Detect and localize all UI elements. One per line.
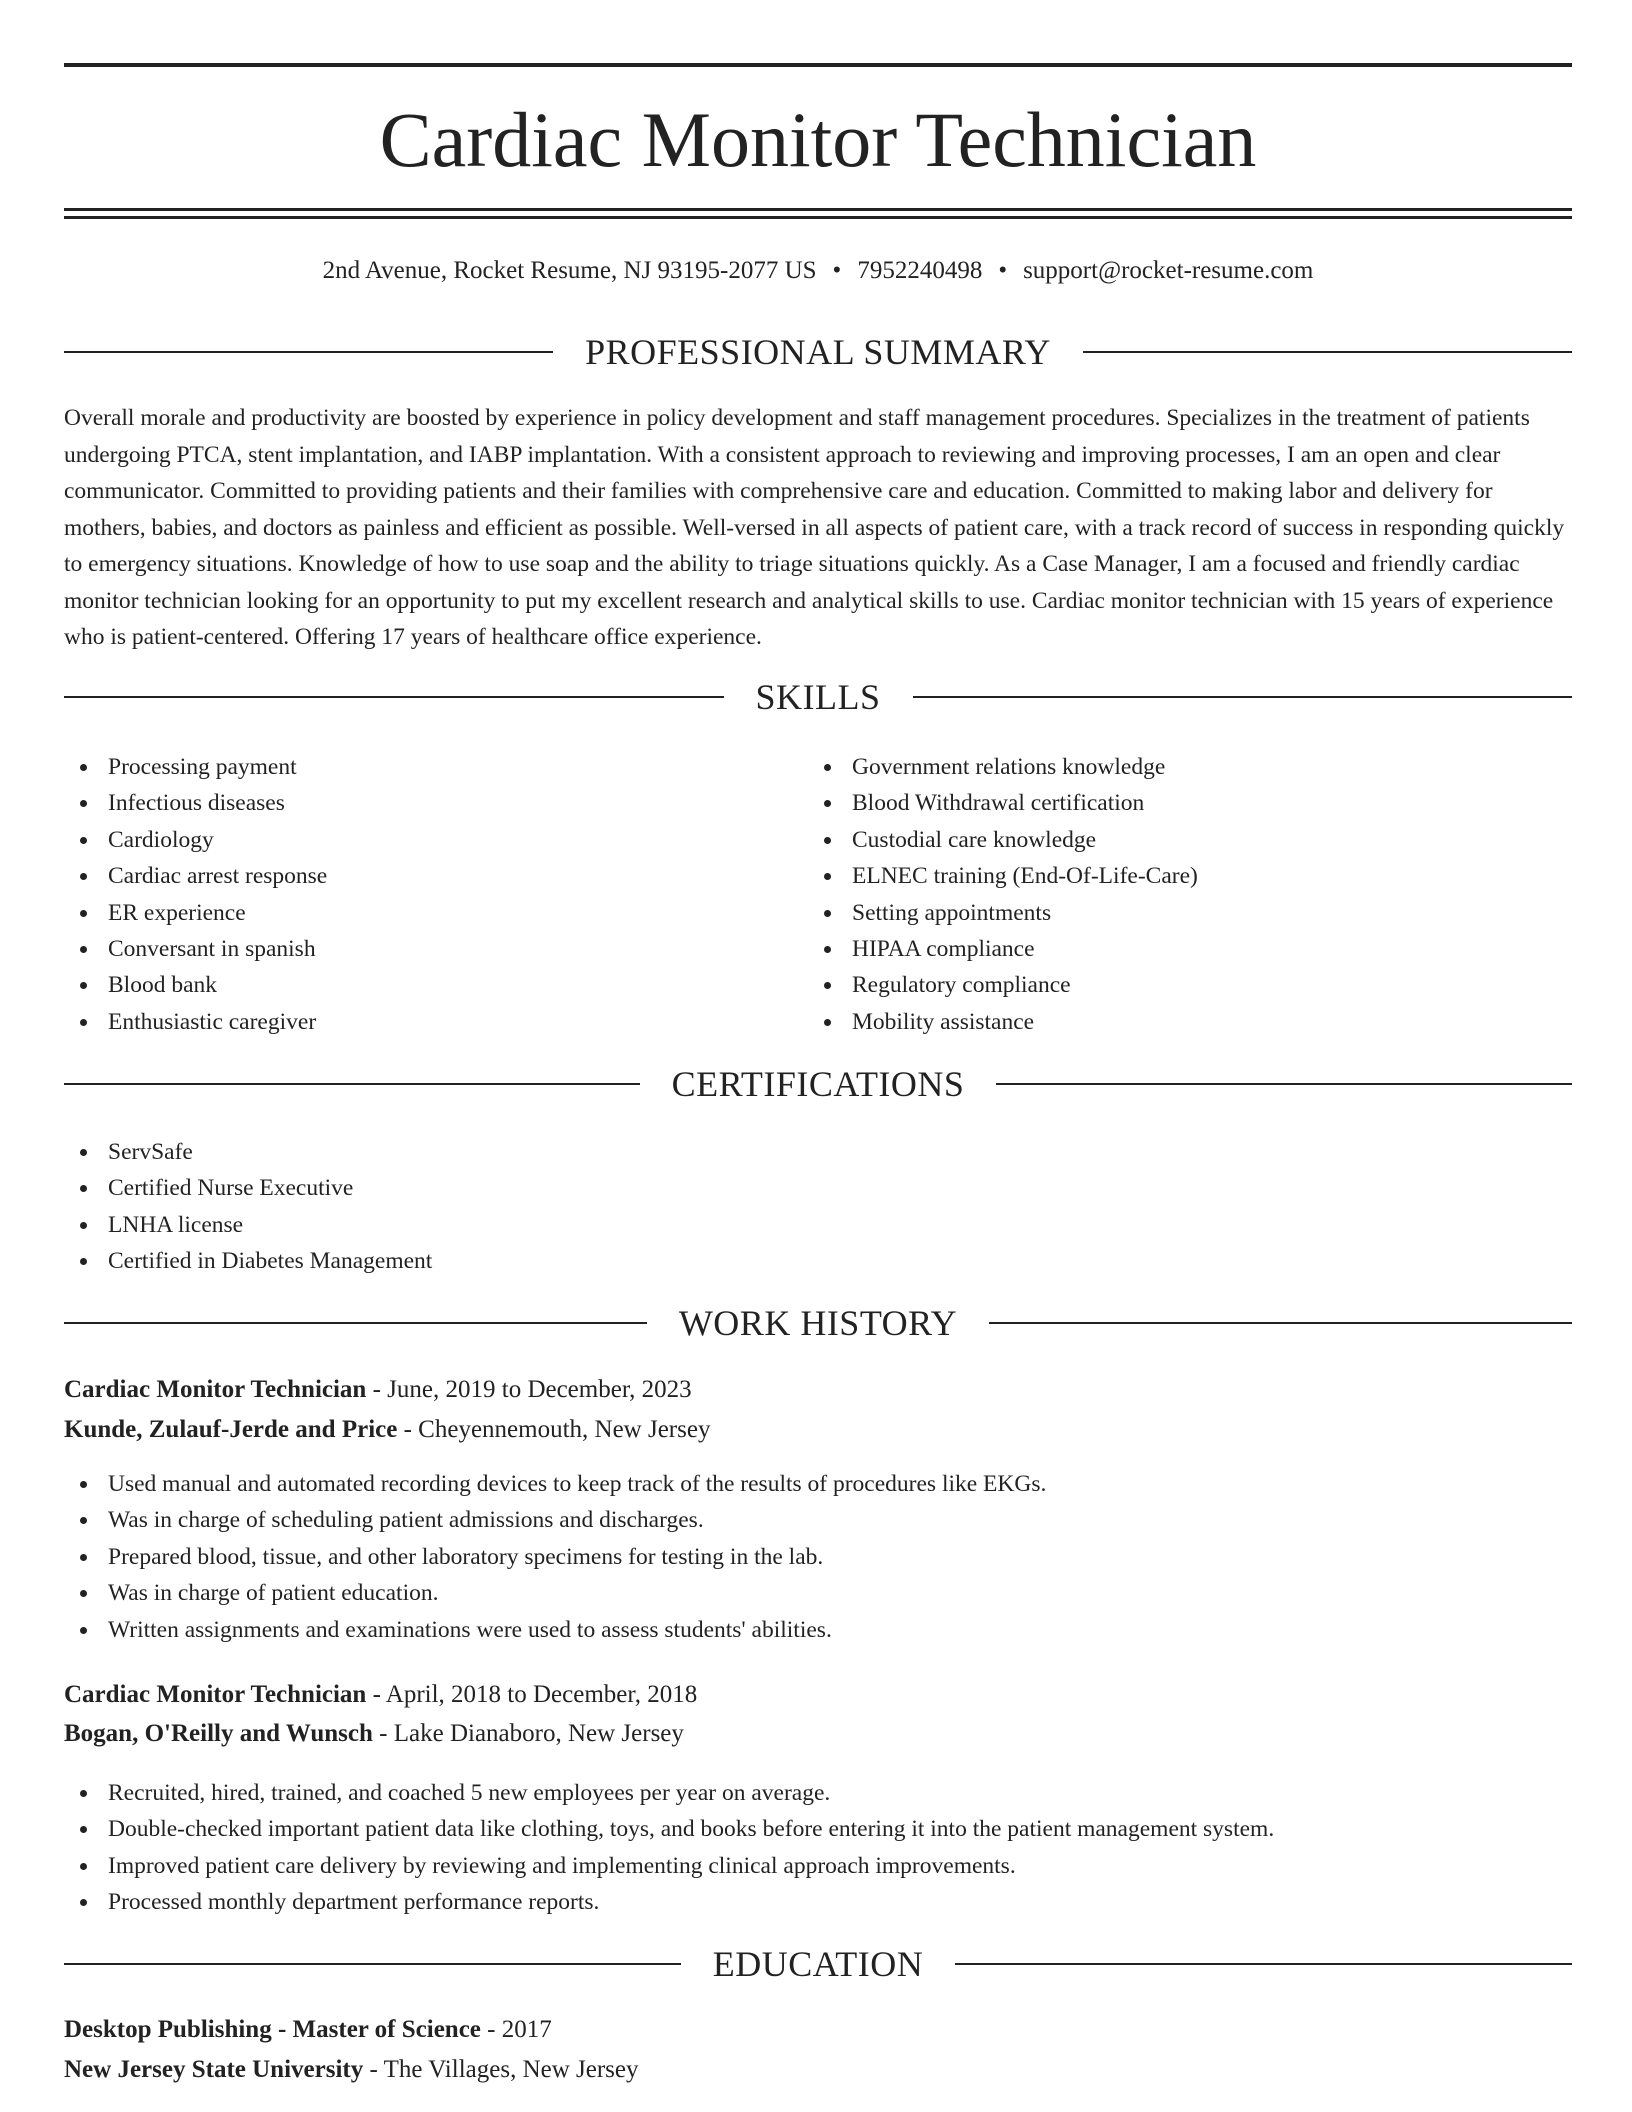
skill-item: Conversant in spanish xyxy=(64,931,804,967)
contact-line xyxy=(64,254,1572,288)
education-school: New Jersey State University xyxy=(64,2056,364,2083)
education-degree-line xyxy=(64,2012,1572,2048)
skills-list-left xyxy=(64,749,804,1040)
job-title: Cardiac Monitor Technician xyxy=(64,1376,367,1403)
summary-paragraph: Overall morale and productivity are boosted by experience in policy development and staff management procedures. Specializes in the treatment of patients undergoing PTCA, stent implantation, and IABP implantation. With a consistent approach to reviewing and improving processes, I am an open and clear communicator. Committed to providing patients and their families with comprehensive care and education. Committed to making labor and delivery for mothers, babies, and doctors as painless and efficient as possible. Well-versed in all aspects of patient care, with a track record of success in responding quickly to emergency situations. Knowledge of how to use soap and the ability to triage situations quickly. As a Case Manager, I am a focused and friendly cardiac monitor technician looking for an opportunity to put my excellent research and analytical skills to use. Cardiac monitor technician with 15 years of experience who is patient-centered. Offering 17 years of healthcare office experience. xyxy=(64,405,1565,650)
resume-title: Cardiac Monitor Technician xyxy=(379,96,1257,183)
education-degree: Desktop Publishing - Master of Science xyxy=(64,2016,481,2043)
section-rule-right xyxy=(913,696,1573,698)
job-dates: - April, 2018 to December, 2018 xyxy=(366,1681,698,1708)
job-company-line xyxy=(64,1412,1572,1448)
certification-item: LNHA license xyxy=(64,1207,1572,1243)
job-title: Cardiac Monitor Technician xyxy=(64,1681,367,1708)
skill-item: Mobility assistance xyxy=(808,1004,1572,1040)
job-duty-item: Prepared blood, tissue, and other laboratory specimens for testing in the lab. xyxy=(64,1539,1572,1575)
section-rule-left xyxy=(64,351,553,353)
contact-phone: 7952240498 xyxy=(857,257,983,284)
section-rule-right xyxy=(1083,351,1572,353)
header-top-rule xyxy=(64,63,1572,67)
skill-item: ELNEC training (End-Of-Life-Care) xyxy=(808,858,1572,894)
contact-address: 2nd Avenue, Rocket Resume, NJ 93195-2077 US xyxy=(322,257,817,284)
section-rule-right xyxy=(996,1083,1572,1085)
job-company: Bogan, O'Reilly and Wunsch xyxy=(64,1720,373,1747)
job-duty-item: Was in charge of scheduling patient admissions and discharges. xyxy=(64,1502,1572,1538)
skill-item: Regulatory compliance xyxy=(808,967,1572,1003)
contact-separator: • xyxy=(832,257,842,284)
skill-item: Custodial care knowledge xyxy=(808,822,1572,858)
skill-item: ER experience xyxy=(64,895,804,931)
skill-item: Cardiac arrest response xyxy=(64,858,804,894)
skill-item: Blood Withdrawal certification xyxy=(808,785,1572,821)
certification-item: Certified Nurse Executive xyxy=(64,1170,1572,1206)
job-duty-item: Was in charge of patient education. xyxy=(64,1575,1572,1611)
skill-item: Blood bank xyxy=(64,967,804,1003)
skills-list-right xyxy=(808,749,1572,1040)
job-company: Kunde, Zulauf-Jerde and Price xyxy=(64,1416,398,1443)
job-duties-list xyxy=(64,1775,1572,1921)
section-heading-education xyxy=(64,1942,1572,1986)
section-heading-label: PROFESSIONAL SUMMARY xyxy=(585,332,1051,372)
contact-separator: • xyxy=(998,257,1008,284)
section-rule-left xyxy=(64,1322,647,1324)
job-location: - Lake Dianaboro, New Jersey xyxy=(372,1720,684,1747)
section-rule-left xyxy=(64,696,724,698)
education-year: - 2017 xyxy=(480,2016,552,2043)
section-rule-left xyxy=(64,1963,681,1965)
skill-item: Processing payment xyxy=(64,749,804,785)
section-rule-right xyxy=(989,1322,1572,1324)
contact-email: support@rocket-resume.com xyxy=(1023,257,1314,284)
skill-item: Cardiology xyxy=(64,822,804,858)
section-heading-label: CERTIFICATIONS xyxy=(671,1064,965,1104)
education-school-line xyxy=(64,2052,1572,2088)
job-duty-item: Used manual and automated recording devices to keep track of the results of procedures like EKGs. xyxy=(64,1466,1572,1502)
job-duty-item: Recruited, hired, trained, and coached 5 new employees per year on average. xyxy=(64,1775,1572,1811)
section-heading-label: EDUCATION xyxy=(712,1944,924,1984)
certification-item: Certified in Diabetes Management xyxy=(64,1243,1572,1279)
section-rule-right xyxy=(955,1963,1572,1965)
job-title-line xyxy=(64,1372,1572,1408)
skill-item: Government relations knowledge xyxy=(808,749,1572,785)
section-heading-label: SKILLS xyxy=(755,677,881,717)
job-dates: - June, 2019 to December, 2023 xyxy=(366,1376,692,1403)
section-heading-certifications xyxy=(64,1062,1572,1106)
certification-item: ServSafe xyxy=(64,1134,1572,1170)
job-company-line xyxy=(64,1716,1572,1752)
section-rule-left xyxy=(64,1083,640,1085)
job-location: - Cheyennemouth, New Jersey xyxy=(397,1416,711,1443)
section-heading-work-history xyxy=(64,1301,1572,1345)
job-duty-item: Processed monthly department performance reports. xyxy=(64,1884,1572,1920)
section-heading-skills xyxy=(64,675,1572,719)
skill-item: Infectious diseases xyxy=(64,785,804,821)
skill-item: Setting appointments xyxy=(808,895,1572,931)
job-title-line xyxy=(64,1677,1572,1713)
header-bottom-rule-2 xyxy=(64,216,1572,219)
header-bottom-rule-1 xyxy=(64,208,1572,211)
job-duty-item: Improved patient care delivery by reviewing and implementing clinical approach improvements. xyxy=(64,1848,1572,1884)
job-duty-item: Written assignments and examinations were used to assess students' abilities. xyxy=(64,1612,1572,1648)
job-duty-item: Double-checked important patient data like clothing, toys, and books before entering it into the patient management system. xyxy=(64,1811,1572,1847)
education-location: - The Villages, New Jersey xyxy=(363,2056,639,2083)
skill-item: Enthusiastic caregiver xyxy=(64,1004,804,1040)
section-heading-label: WORK HISTORY xyxy=(678,1303,958,1343)
certifications-list xyxy=(64,1134,1572,1280)
section-heading-summary xyxy=(64,330,1572,374)
skill-item: HIPAA compliance xyxy=(808,931,1572,967)
job-duties-list xyxy=(64,1466,1572,1648)
